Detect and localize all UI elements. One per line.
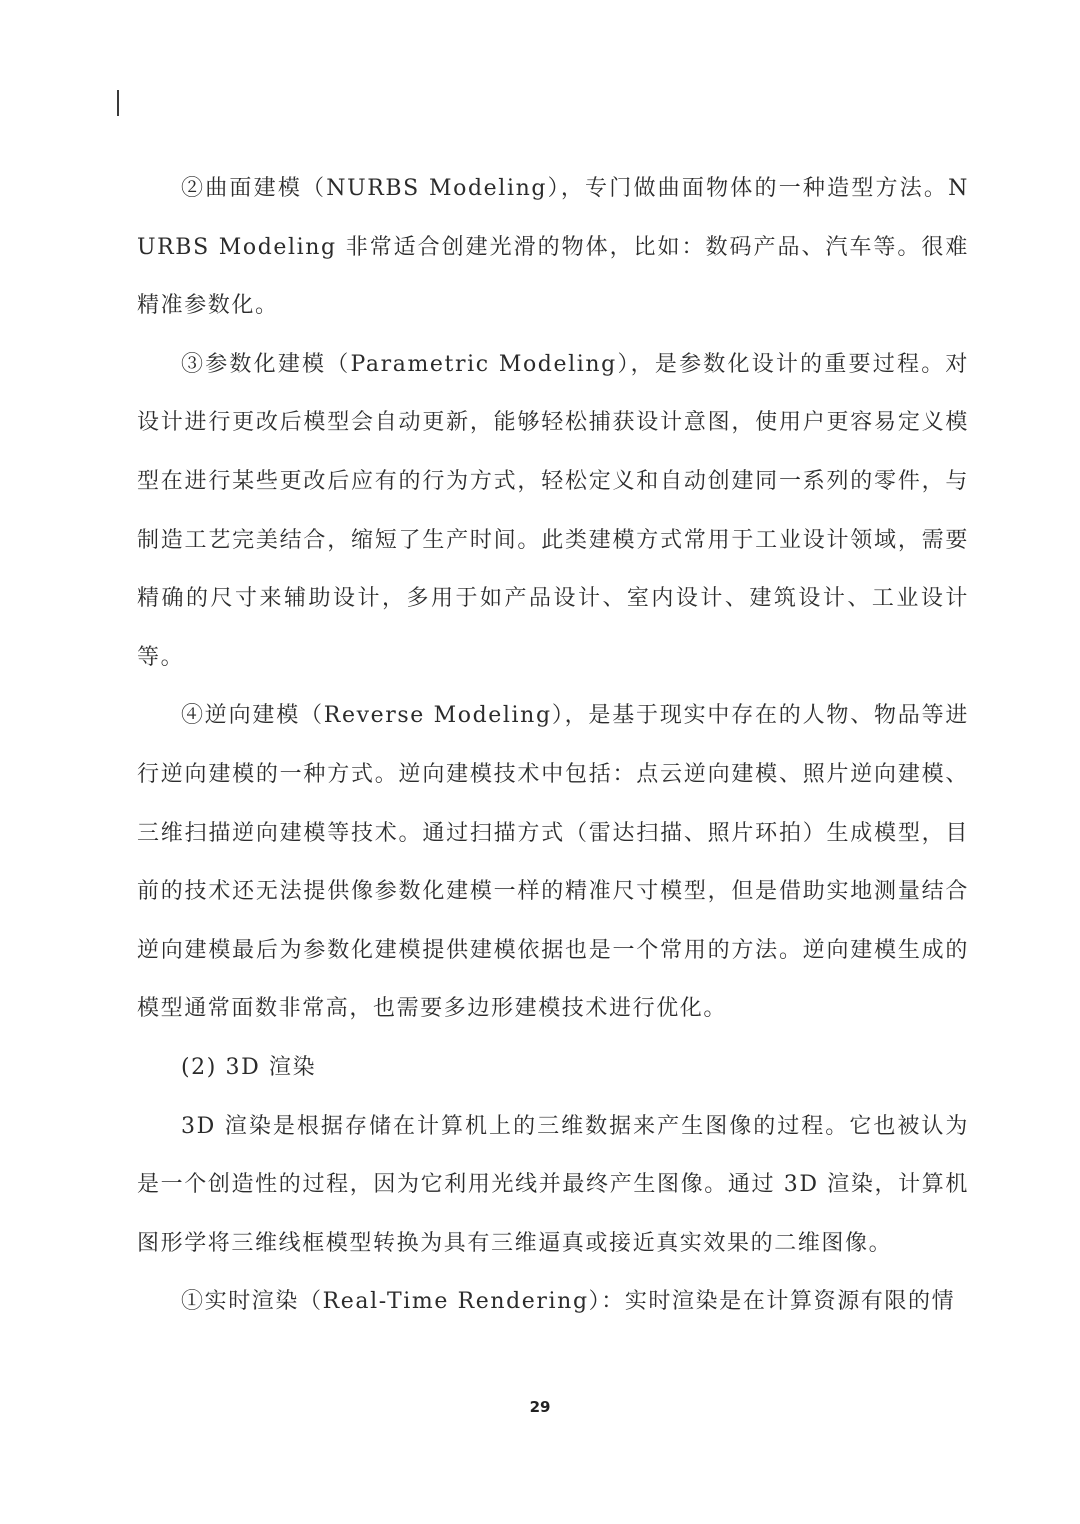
- paragraph-3d-rendering-intro: 3D 渲染是根据存储在计算机上的三维数据来产生图像的过程。它也被认为是一个创造性的过程，因为它利用光线并最终产生图像。通过 3D 渲染，计算机图形学将三维线框模型转换为具有三维逼真或接近真实效果的二维图像。: [137, 1113, 969, 1256]
- paragraph-reverse-modeling: ④逆向建模（Reverse Modeling），是基于现实中存在的人物、物品等进行逆向建模的一种方式。逆向建模技术中包括：点云逆向建模、照片逆向建模、三维扫描逆向建模等技术。通过扫描方式（雷达扫描、照片环拍）生成模型，目前的技术还无法提供像参数化建模一样的精准尺寸模型，但是借助实地测量结合逆向建模最后为参数化建模提供建模依据也是一个常用的方法。逆向建模生成的模型通常面数非常高，也需要多边形建模技术进行优化。: [137, 703, 969, 1022]
- paragraph-nurbs-modeling: ②曲面建模（NURBS Modeling），专门做曲面物体的一种造型方法。NURBS Modeling 非常适合创建光滑的物体，比如：数码产品、汽车等。很难精准参数化。: [137, 176, 969, 319]
- document-body: [137, 160, 969, 1332]
- paragraph-parametric-modeling: ③参数化建模（Parametric Modeling），是参数化设计的重要过程。对设计进行更改后模型会自动更新，能够轻松捕获设计意图，使用户更容易定义模型在进行某些更改后应有的行为方式，轻松定义和自动创建同一系列的零件，与制造工艺完美结合，缩短了生产时间。此类建模方式常用于工业设计领域，需要精确的尺寸来辅助设计，多用于如产品设计、室内设计、建筑设计、工业设计等。: [137, 351, 969, 670]
- page-number: 29: [529, 1398, 551, 1416]
- section-heading-3d-rendering: (2) 3D 渲染: [181, 1054, 317, 1080]
- paragraph-real-time-rendering: ①实时渲染（Real-Time Rendering）：实时渲染是在计算资源有限的情: [181, 1289, 956, 1315]
- text-cursor-mark: [117, 90, 119, 116]
